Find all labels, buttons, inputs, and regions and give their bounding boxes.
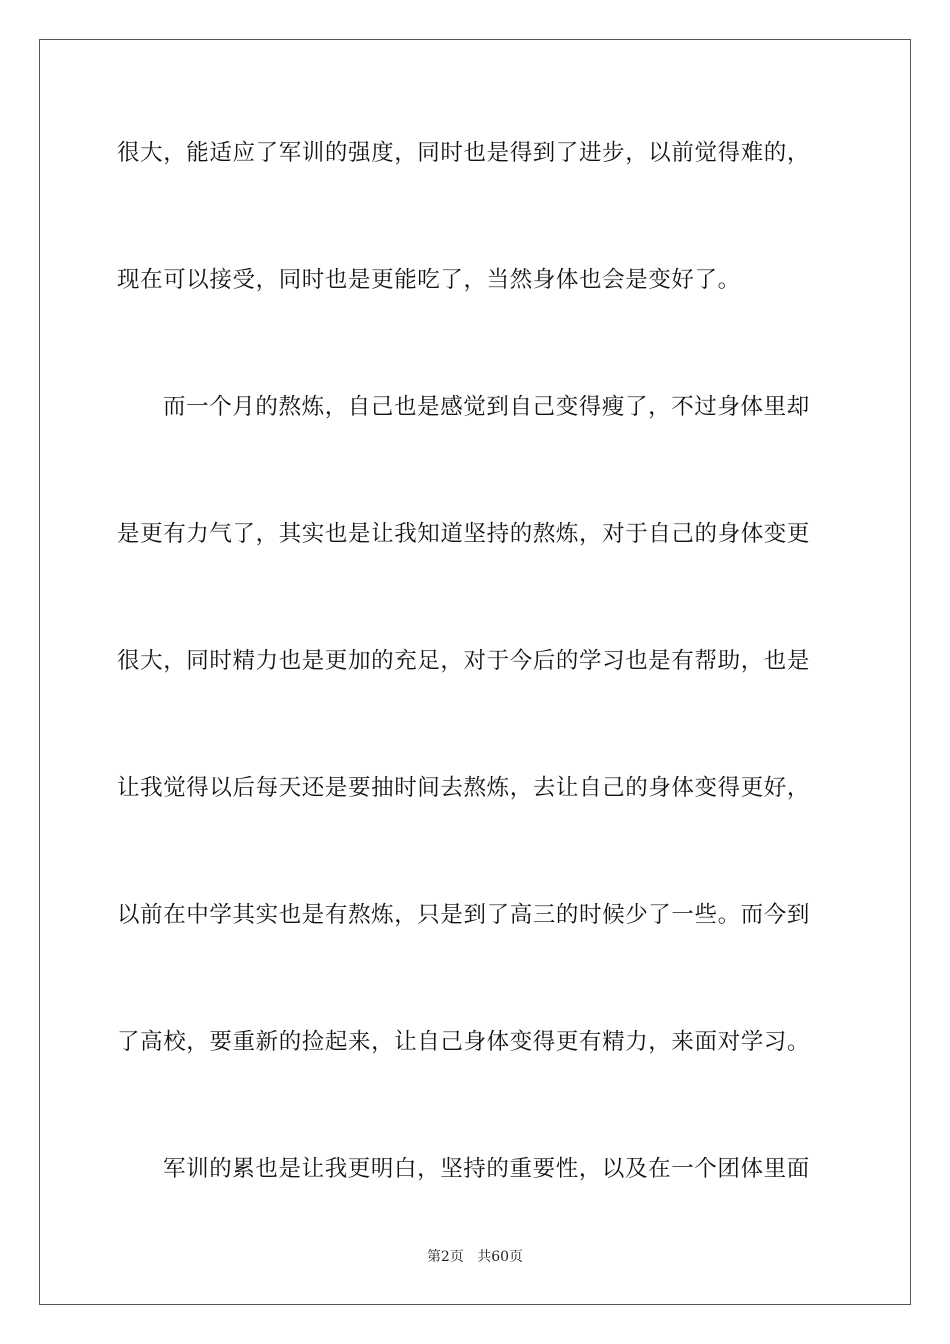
text-line-7: 以前在中学其实也是有熬炼，只是到了高三的时候少了一些。而今到 xyxy=(117,902,811,928)
text-line-8: 了高校，要重新的捡起来，让自己身体变得更有精力，来面对学习。 xyxy=(117,1029,811,1055)
text-line-1: 很大，能适应了军训的强度，同时也是得到了进步，以前觉得难的， xyxy=(117,140,811,166)
text-line-9: 军训的累也是让我更明白，坚持的重要性，以及在一个团体里面 xyxy=(163,1156,810,1182)
text-line-5: 很大，同时精力也是更加的充足，对于今后的学习也是有帮助，也是 xyxy=(117,648,811,674)
total-pages: 共60页 xyxy=(477,1249,524,1265)
page-number: 第2页 xyxy=(426,1249,464,1265)
text-line-4: 是更有力气了，其实也是让我知道坚持的熬炼，对于自己的身体变更 xyxy=(117,521,811,547)
text-line-6: 让我觉得以后每天还是要抽时间去熬炼，去让自己的身体变得更好， xyxy=(117,775,811,801)
footer-gap xyxy=(464,1249,477,1265)
text-line-2: 现在可以接受，同时也是更能吃了，当然身体也会是变好了。 xyxy=(117,267,741,293)
text-line-3: 而一个月的熬炼，自己也是感觉到自己变得瘦了，不过身体里却 xyxy=(163,394,810,420)
page-footer xyxy=(0,1248,950,1266)
